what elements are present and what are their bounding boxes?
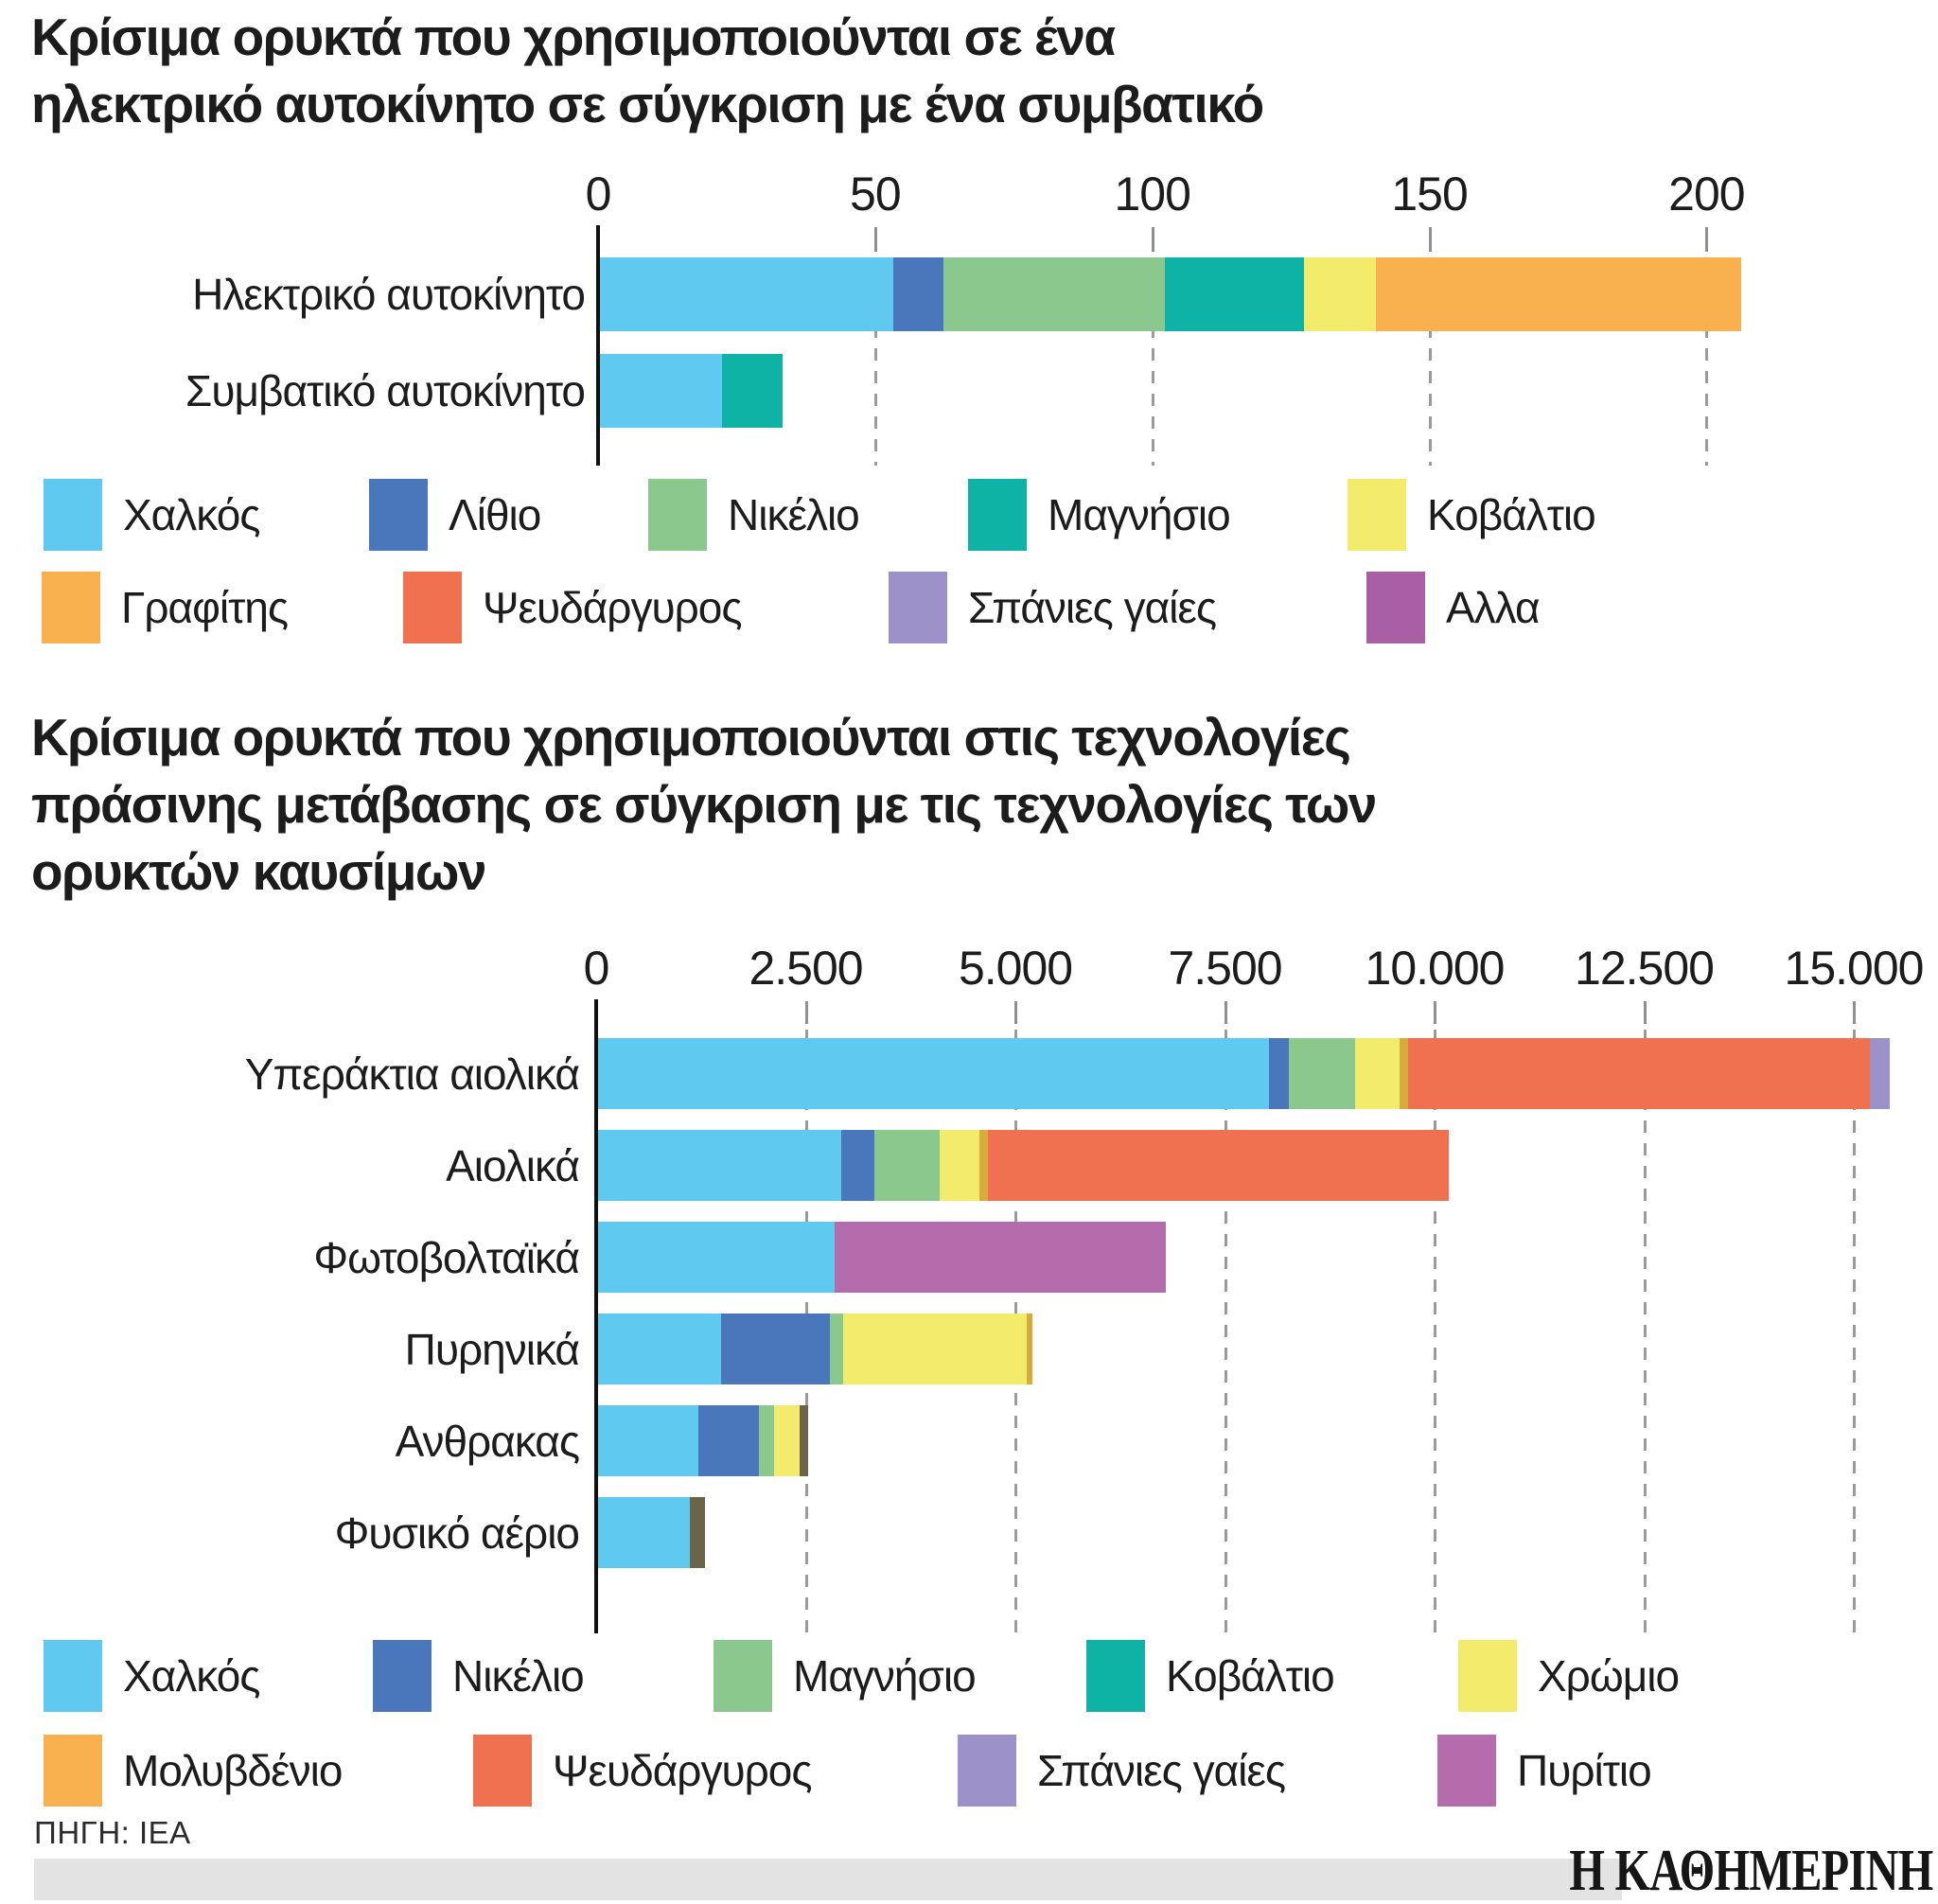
- legend-item: [648, 479, 859, 551]
- bar-segment-Μαγνήσιο: [759, 1405, 774, 1476]
- legend-swatch-icon: [1348, 479, 1406, 551]
- chart1-title-line2: ηλεκτρικό αυτοκίνητο σε σύγκριση με ένα συμβατικό: [31, 75, 1263, 133]
- legend-label: Κοβάλτιο: [1427, 490, 1595, 539]
- bar-segment-Μολυβδένιο: [800, 1405, 808, 1476]
- bar-segment-Ψευδάργυρος: [988, 1130, 1449, 1201]
- legend-swatch-icon: [1437, 1735, 1496, 1807]
- legend-item: [369, 479, 540, 551]
- x-axis-tick-label: 0: [583, 942, 609, 995]
- legend-label: Κοβάλτιο: [1166, 1651, 1334, 1701]
- legend-label: Αλλα: [1446, 583, 1540, 632]
- stacked-bar-row: [600, 257, 1741, 331]
- x-axis-tick-label: 5.000: [958, 942, 1073, 995]
- stacked-bar-row: [598, 1497, 705, 1568]
- legend-item: [1458, 1640, 1679, 1712]
- legend-swatch-icon: [44, 479, 102, 551]
- chart2-title-line3: ορυκτών καυσίμων: [31, 842, 485, 901]
- legend-label: Σπάνιες γαίες: [968, 583, 1217, 632]
- legend-swatch-icon: [714, 1640, 772, 1712]
- bar-segment-Σπάνιες γαίες: [1870, 1038, 1890, 1109]
- stacked-bar-row: [598, 1405, 808, 1476]
- stacked-bar-row: [598, 1038, 1890, 1109]
- bar-segment-Χρώμιο: [940, 1130, 979, 1201]
- legend-item: [968, 479, 1230, 551]
- legend-label: Γραφίτης: [121, 583, 289, 632]
- legend-item: [473, 1735, 812, 1807]
- bar-segment-Πυρίτιο: [835, 1222, 1166, 1293]
- x-axis-tick-mark: [1705, 227, 1708, 252]
- bar-segment-Μαγνήσιο: [722, 354, 783, 428]
- category-label: Πυρηνικά: [404, 1324, 579, 1374]
- x-axis-tick-label: 50: [850, 167, 901, 220]
- bar-segment-Χαλκός: [600, 257, 893, 331]
- x-axis-tick-label: 7.500: [1168, 942, 1282, 995]
- gridline: [1644, 1030, 1647, 1633]
- bar-segment-Μολυβδένιο: [979, 1130, 988, 1201]
- bar-segment-Χαλκός: [598, 1313, 721, 1384]
- bar-segment-Νικέλιο: [841, 1130, 874, 1201]
- bar-segment-Χρώμιο: [843, 1313, 1027, 1384]
- x-axis-tick-mark: [805, 1001, 808, 1024]
- x-axis-tick-mark: [1152, 227, 1154, 252]
- bar-segment-Χρώμιο: [774, 1405, 800, 1476]
- category-label: Συμβατικό αυτοκίνητο: [185, 366, 585, 415]
- legend-label: Λίθιο: [449, 490, 541, 539]
- legend-item: [714, 1640, 976, 1712]
- category-label: Φωτοβολταϊκά: [313, 1232, 579, 1282]
- legend-item: [44, 1640, 259, 1712]
- y-axis-line: [596, 225, 600, 466]
- legend-swatch-icon: [44, 1640, 102, 1712]
- category-label: Ανθρακας: [395, 1416, 579, 1466]
- legend-item: [958, 1735, 1285, 1807]
- legend-item: [403, 572, 742, 643]
- bar-segment-Χρώμιο: [1355, 1038, 1400, 1109]
- legend-swatch-icon: [648, 479, 707, 551]
- footer-divider-bar: [34, 1859, 1622, 1900]
- legend-label: Χαλκός: [123, 1651, 260, 1701]
- legend-item: [44, 479, 259, 551]
- bar-segment-Χαλκός: [598, 1497, 690, 1568]
- bar-segment-Λίθιο: [893, 257, 943, 331]
- bar-segment-Χαλκός: [598, 1038, 1269, 1109]
- bar-segment-Ψευδάργυρος: [1408, 1038, 1869, 1109]
- chart1-title: [31, 4, 1263, 138]
- legend-swatch-icon: [473, 1735, 532, 1807]
- legend-swatch-icon: [1458, 1640, 1517, 1712]
- gridline: [1853, 1030, 1856, 1633]
- x-axis-tick-mark: [1429, 227, 1432, 252]
- y-axis-line: [594, 999, 598, 1633]
- chart2-title: [31, 704, 1376, 906]
- category-label: Φυσικό αέριο: [334, 1507, 579, 1558]
- legend-swatch-icon: [373, 1640, 432, 1712]
- bar-segment-Μολυβδένιο: [1027, 1313, 1032, 1384]
- x-axis-tick-label: 12.500: [1575, 942, 1714, 995]
- legend-swatch-icon: [1086, 1640, 1145, 1712]
- legend-swatch-icon: [968, 479, 1027, 551]
- bar-segment-Μολυβδένιο: [1400, 1038, 1409, 1109]
- legend-label: Μολυβδένιο: [123, 1746, 343, 1795]
- legend-swatch-icon: [958, 1735, 1016, 1807]
- bar-segment-Νικέλιο: [698, 1405, 759, 1476]
- x-axis-tick-mark: [1014, 1001, 1017, 1024]
- bar-segment-Μαγνήσιο: [874, 1130, 940, 1201]
- bar-segment-Μολυβδένιο: [690, 1497, 705, 1568]
- legend-label: Σπάνιες γαίες: [1037, 1746, 1286, 1795]
- gridline: [1434, 1030, 1436, 1633]
- chart2-title-line2: πράσινης μετάβασης σε σύγκριση με τις τεχνολογίες των: [31, 775, 1376, 834]
- x-axis-tick-label: 15.000: [1784, 942, 1924, 995]
- stacked-bar-row: [600, 354, 783, 428]
- legend-item: [42, 572, 288, 643]
- source-credit: ΠΗΓΗ: ΙΕΑ: [34, 1815, 191, 1850]
- bar-segment-Μαγνήσιο: [1289, 1038, 1355, 1109]
- legend-item: [373, 1640, 584, 1712]
- legend-swatch-icon: [42, 572, 100, 643]
- legend-swatch-icon: [369, 479, 428, 551]
- x-axis-tick-label: 150: [1391, 167, 1468, 220]
- legend-item: [1348, 479, 1595, 551]
- legend-label: Ψευδάργυρος: [483, 583, 742, 632]
- legend-label: Νικέλιο: [452, 1651, 584, 1701]
- legend-item: [889, 572, 1216, 643]
- x-axis-tick-mark: [1434, 1001, 1436, 1024]
- x-axis-tick-mark: [1644, 1001, 1647, 1024]
- bar-segment-Χαλκός: [600, 354, 722, 428]
- x-axis-tick-label: 100: [1114, 167, 1190, 220]
- stacked-bar-row: [598, 1130, 1449, 1201]
- legend-swatch-icon: [44, 1735, 102, 1807]
- legend-label: Χρώμιο: [1538, 1651, 1680, 1701]
- legend-label: Νικέλιο: [728, 490, 859, 539]
- legend-swatch-icon: [1366, 572, 1425, 643]
- x-axis-tick-label: 0: [585, 167, 611, 220]
- x-axis-tick-label: 200: [1668, 167, 1745, 220]
- category-label: Ηλεκτρικό αυτοκίνητο: [192, 270, 585, 319]
- legend-item: [44, 1735, 342, 1807]
- x-axis-tick-label: 2.500: [749, 942, 863, 995]
- category-label: Αιολικά: [446, 1140, 579, 1190]
- category-label: Υπεράκτια αιολικά: [244, 1049, 579, 1099]
- bar-segment-Χαλκός: [598, 1405, 698, 1476]
- bar-segment-Μαγνήσιο: [830, 1313, 842, 1384]
- bar-segment-Νικέλιο: [721, 1313, 830, 1384]
- legend-item: [1086, 1640, 1334, 1712]
- chart2-title-line1: Κρίσιμα ορυκτά που χρησιμοποιούνται στις τεχνολογίες: [31, 708, 1350, 767]
- x-axis-tick-label: 10.000: [1365, 942, 1505, 995]
- legend-label: Μαγνήσιο: [1048, 490, 1230, 539]
- legend-label: Ψευδάργυρος: [553, 1746, 812, 1795]
- bar-segment-Μαγνήσιο: [1165, 257, 1303, 331]
- stacked-bar-row: [598, 1222, 1166, 1293]
- legend-label: Πυρίτιο: [1517, 1746, 1651, 1795]
- legend-swatch-icon: [889, 572, 947, 643]
- bar-segment-Νικέλιο: [943, 257, 1165, 331]
- legend-item: [1437, 1735, 1651, 1807]
- bar-segment-Κοβάλτιο: [1304, 257, 1376, 331]
- legend-swatch-icon: [403, 572, 462, 643]
- x-axis-tick-mark: [874, 227, 877, 252]
- chart1-title-line1: Κρίσιμα ορυκτά που χρησιμοποιούνται σε ένα: [31, 8, 1115, 66]
- bar-segment-Χαλκός: [598, 1130, 841, 1201]
- legend-label: Χαλκός: [123, 490, 260, 539]
- legend-item: [1366, 572, 1540, 643]
- gridline: [1224, 1030, 1227, 1633]
- bar-segment-Χαλκός: [598, 1222, 835, 1293]
- legend-label: Μαγνήσιο: [793, 1651, 976, 1701]
- x-axis-tick-mark: [1853, 1001, 1856, 1024]
- bar-segment-Νικέλιο: [1269, 1038, 1289, 1109]
- x-axis-tick-mark: [1224, 1001, 1227, 1024]
- bar-segment-Γραφίτης: [1376, 257, 1742, 331]
- stacked-bar-row: [598, 1313, 1032, 1384]
- publisher-logo: Η ΚΑΘΗΜΕΡΙΝΗ: [1568, 1839, 1932, 1903]
